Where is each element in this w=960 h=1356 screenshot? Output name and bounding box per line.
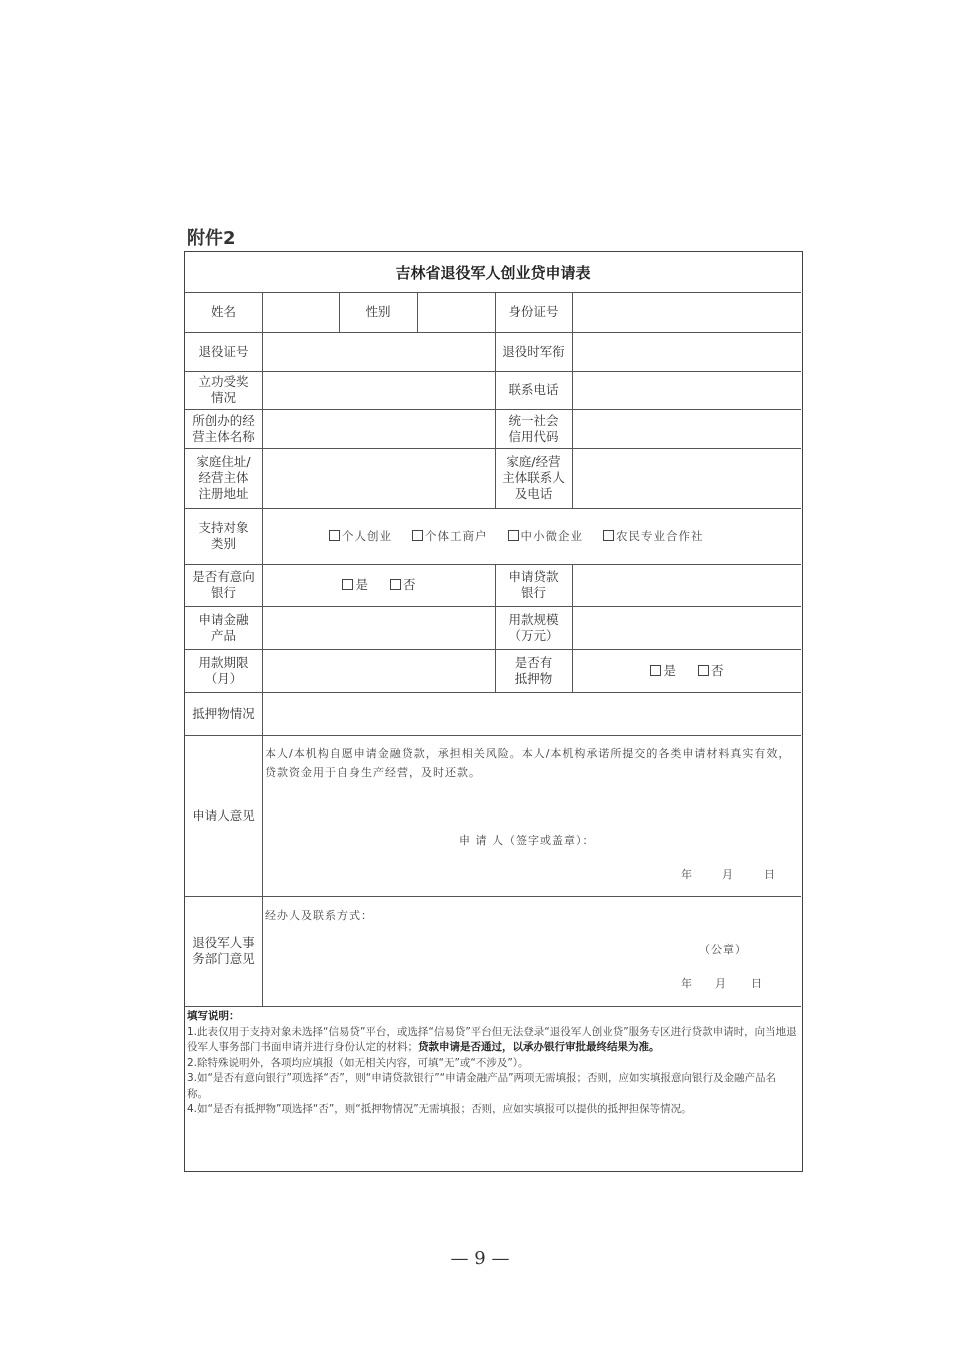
label-applicant-opinion: 申请人意见 — [192, 807, 255, 823]
label-product: 申请金融 产品 — [198, 611, 249, 643]
option-yes[interactable]: 是 — [650, 663, 676, 679]
note-1: 1.此表仅用于支持对象未选择“信易贷”平台，或选择“信易贷”平台但无法登录“退役军人创业贷”服务专区进行贷款申请时，向当地退役军人事务部门书面申请并进行身份认定的材料；贷款申请是否通过，以承办银行审批最终结果为准。 — [187, 1025, 797, 1053]
date-month: 月 — [722, 868, 734, 881]
row-divider — [185, 409, 801, 410]
collateral-choice — [573, 649, 801, 692]
label-address: 家庭住址/ 经营主体 注册地址 — [196, 454, 251, 501]
option-no[interactable]: 否 — [390, 577, 416, 593]
option-cooperative[interactable]: 农民专业合作社 — [603, 528, 704, 544]
label-support-type: 支持对象 类别 — [198, 520, 249, 551]
support-options — [263, 508, 801, 564]
date-year: 年 — [681, 868, 693, 881]
label-business-name: 所创办的经 营主体名称 — [192, 412, 255, 444]
date-year: 年 — [681, 977, 693, 990]
note-3: 3.如“是否有意向银行”项选择“否”，则“申请贷款银行”“申请金融产品”两项无需填报；否则，应如实填报意向银行及金融产品名称。 — [187, 1072, 777, 1100]
label-id-number: 身份证号 — [508, 304, 559, 319]
attachment-label: 附件2 — [187, 228, 236, 249]
label-scale: 用款规模 （万元） — [508, 611, 559, 643]
declaration-text: 本人/本机构自愿申请金融贷款，承担相关风险。本人/本机构承诺所提交的各类申请材料真实有效，贷款资金用于自身生产经营，及时还款。 — [265, 747, 791, 779]
row-divider — [185, 692, 801, 693]
checkbox-icon — [390, 579, 401, 590]
row-divider — [185, 735, 801, 736]
date-month: 月 — [715, 977, 727, 990]
label-term: 用款期限 （月） — [198, 654, 249, 686]
label-credit-code: 统一社会 信用代码 — [508, 412, 559, 444]
label-phone: 联系电话 — [508, 382, 559, 397]
option-no[interactable]: 否 — [698, 663, 724, 679]
label-gender: 性别 — [365, 304, 391, 319]
option-individual[interactable]: 个人创业 — [329, 528, 392, 544]
label-dept-opinion: 退役军人事 务部门意见 — [192, 935, 255, 966]
label-loan-bank: 申请贷款 银行 — [508, 569, 559, 600]
note-4: 4.如“是否有抵押物”项选择“否”，则“抵押物情况”无需填报；否则，应如实填报可以提供的抵押担保等情况。 — [187, 1103, 692, 1115]
label-merits: 立功受奖 情况 — [198, 374, 249, 405]
col-divider — [417, 292, 418, 332]
label-contact: 家庭/经营 主体联系人 及电话 — [502, 454, 565, 501]
row-divider — [185, 371, 801, 372]
row-divider — [185, 332, 801, 333]
option-self-employed[interactable]: 个体工商户 — [412, 528, 488, 544]
option-sme[interactable]: 中小微企业 — [508, 528, 584, 544]
form-title: 吉林省退役军人创业贷申请表 — [395, 263, 591, 282]
checkbox-icon — [603, 530, 614, 541]
page-number: — 9 — — [450, 1248, 510, 1269]
handler-contact: 经办人及联系方式： — [265, 909, 373, 922]
filling-instructions — [187, 1009, 797, 1118]
official-seal: （公章） — [699, 943, 747, 956]
row-divider — [185, 292, 801, 293]
label-veteran-cert: 退役证号 — [198, 343, 249, 359]
option-yes[interactable]: 是 — [342, 577, 368, 593]
label-collateral-question: 是否有 抵押物 — [514, 654, 553, 686]
intended-bank-choice — [263, 564, 495, 606]
checkbox-icon — [342, 579, 353, 590]
col-divider — [262, 292, 263, 1006]
checkbox-icon — [698, 665, 709, 676]
note-2: 2.除特殊说明外，各项均应填报（如无相关内容，可填“无”或“不涉及”）。 — [187, 1056, 529, 1069]
label-name: 姓名 — [210, 304, 236, 319]
row-divider — [185, 896, 801, 897]
row-divider — [185, 448, 801, 449]
row-divider — [185, 606, 801, 607]
label-rank: 退役时军衔 — [502, 343, 565, 359]
checkbox-icon — [412, 530, 423, 541]
col-divider — [572, 292, 573, 508]
checkbox-icon — [329, 530, 340, 541]
checkbox-icon — [508, 530, 519, 541]
checkbox-icon — [650, 665, 661, 676]
row-divider — [185, 1006, 801, 1007]
date-day: 日 — [764, 868, 776, 881]
label-collateral: 抵押物情况 — [192, 705, 255, 721]
application-form — [184, 251, 803, 1172]
applicant-signature: 申 请 人（签字或盖章）： — [459, 834, 595, 847]
date-day: 日 — [751, 977, 763, 990]
notes-heading: 填写说明： — [187, 1010, 240, 1022]
label-intended-bank: 是否有意向 银行 — [192, 569, 255, 600]
